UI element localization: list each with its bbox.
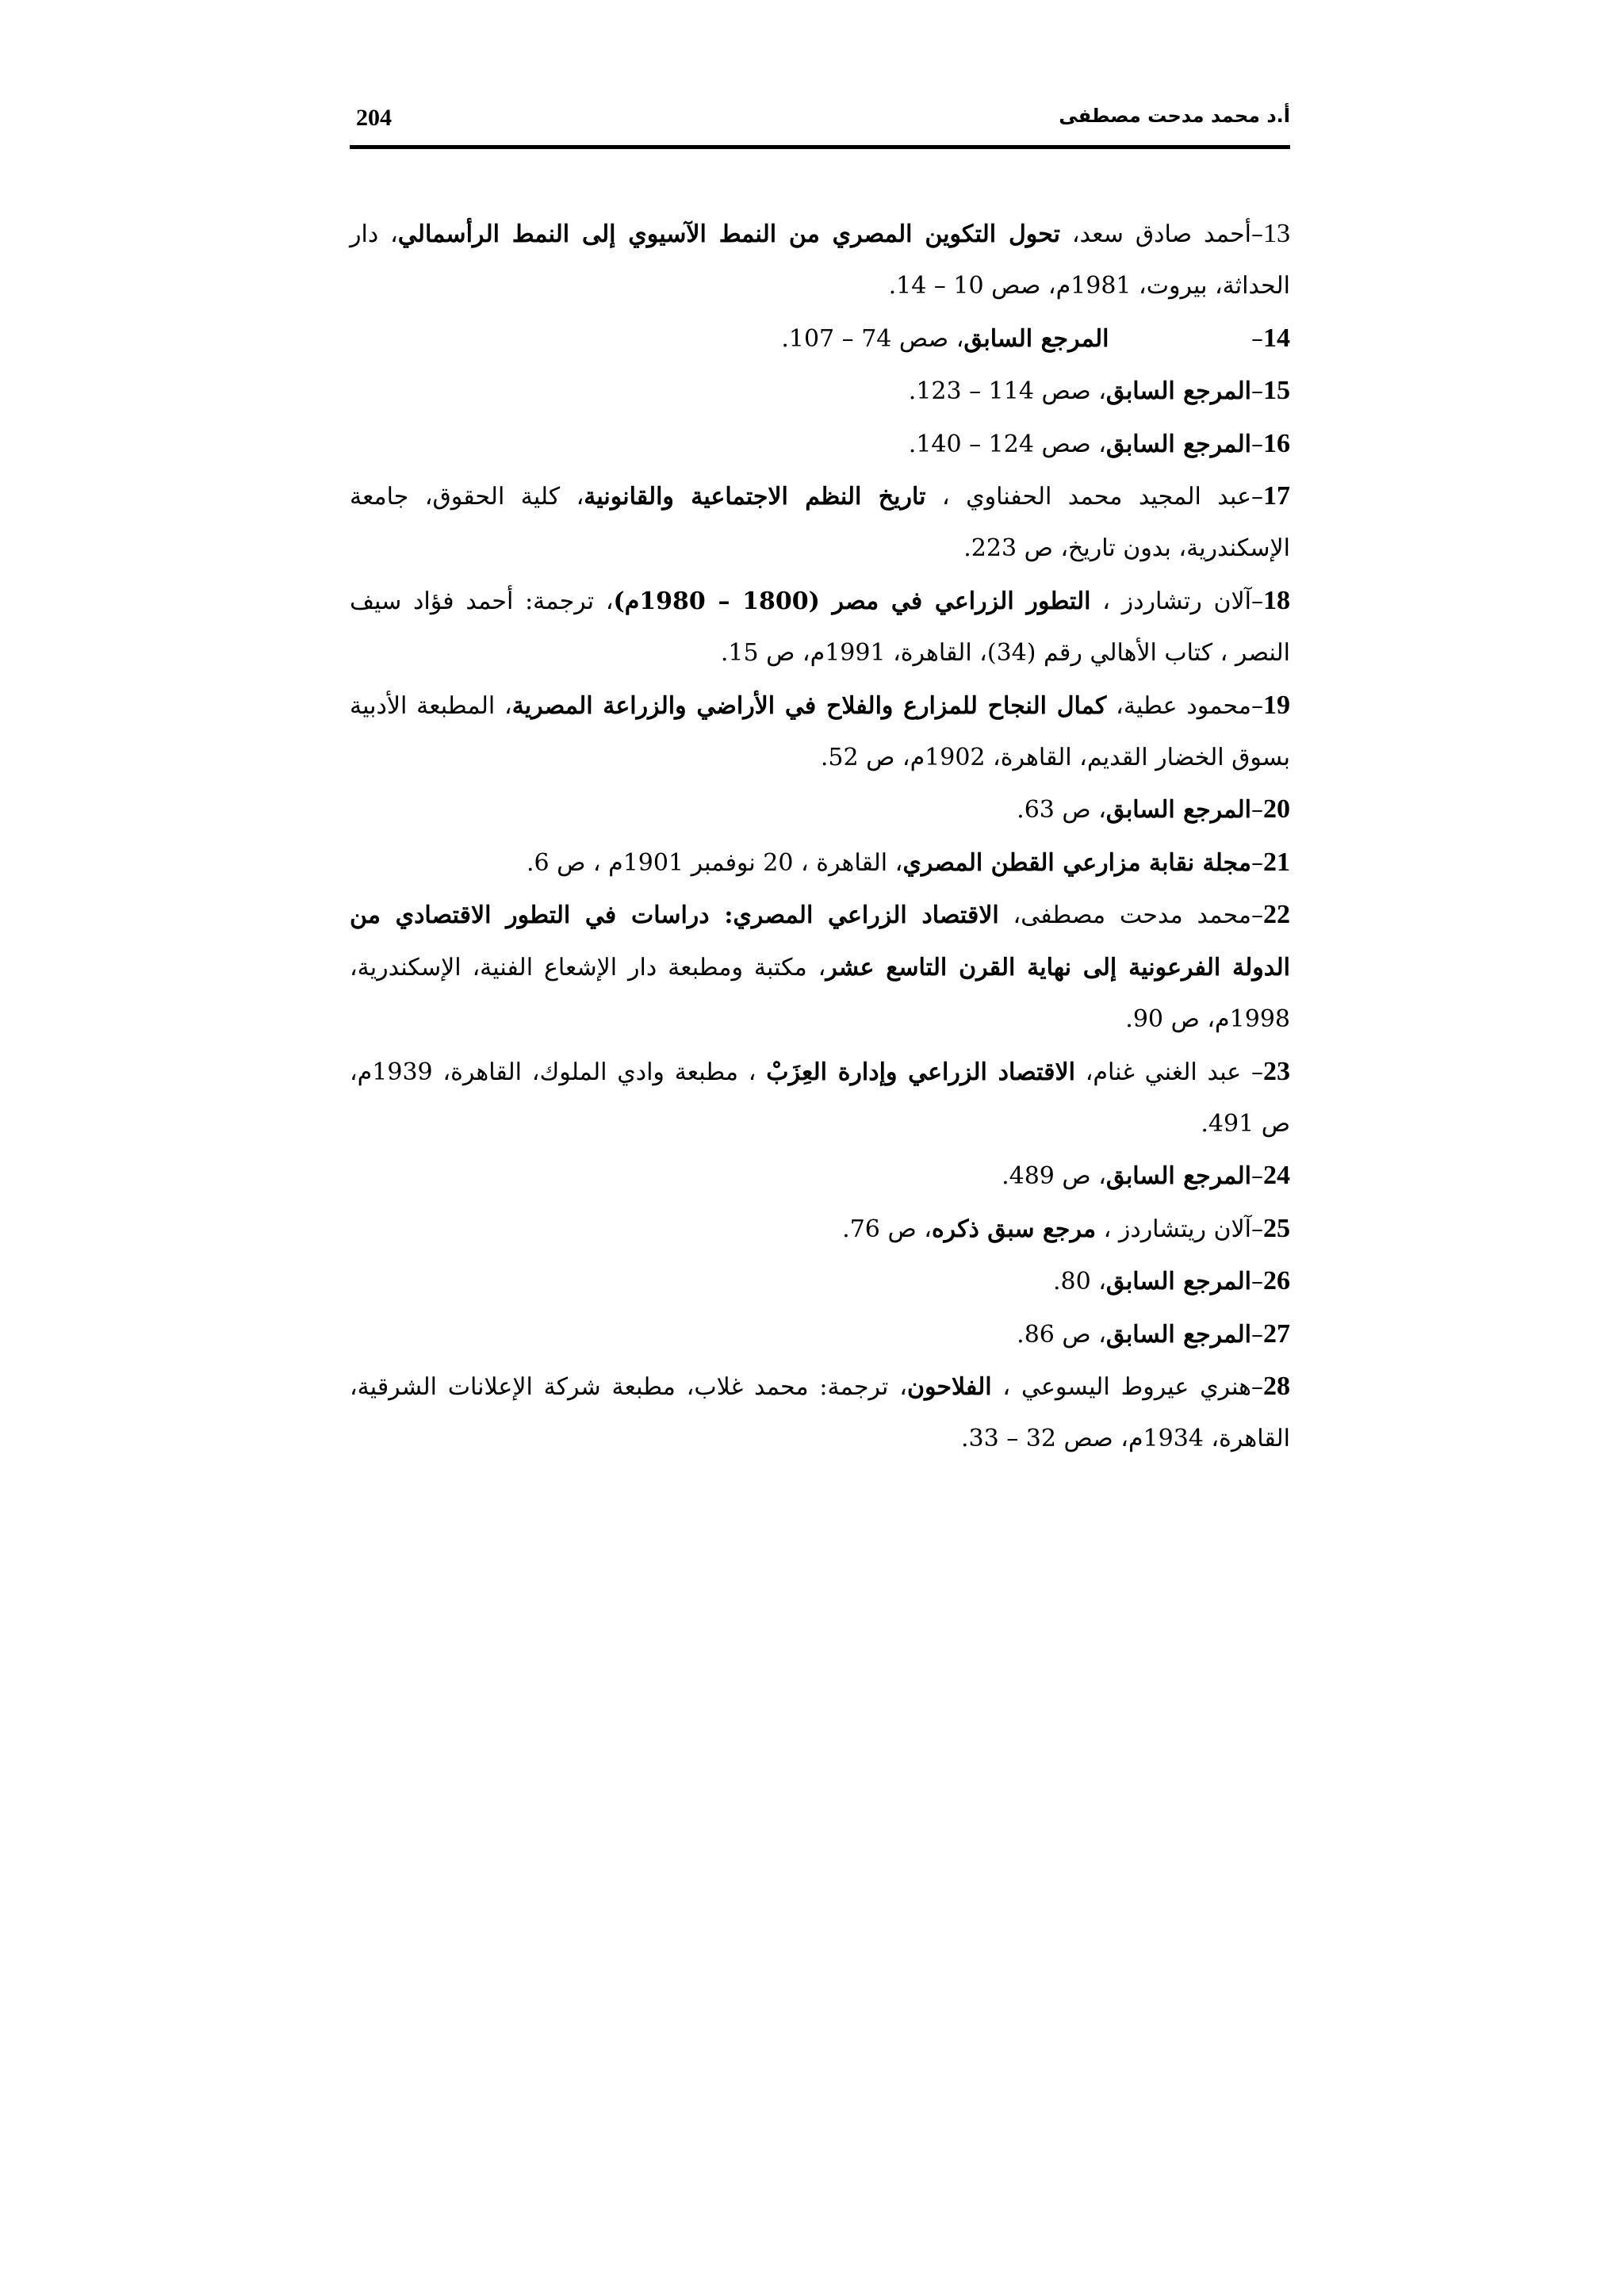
endnotes-list xyxy=(350,208,1290,1465)
note-text: – xyxy=(1251,1162,1263,1191)
endnote-25 xyxy=(350,1203,1290,1255)
note-title: مجلة نقابة مزارعي القطن المصري xyxy=(902,848,1251,877)
note-number: 15 xyxy=(1263,376,1290,406)
note-number: 22 xyxy=(1263,900,1290,930)
endnote-28 xyxy=(350,1360,1290,1465)
note-text: –عبد المجيد محمد الحفناوي ، xyxy=(925,483,1263,511)
note-number: 13 xyxy=(1263,219,1290,248)
note-number: 20 xyxy=(1263,794,1290,825)
note-title: المرجع السابق xyxy=(1105,1320,1251,1349)
note-text: ، 80. xyxy=(1052,1268,1106,1296)
note-text: ، القاهرة ، 20 نوفمبر 1901م ، ص 6. xyxy=(526,848,903,877)
endnote-26 xyxy=(350,1255,1290,1307)
endnote-21 xyxy=(350,836,1290,889)
header-rule xyxy=(350,145,1290,149)
note-text: ، صص 124 – 140. xyxy=(908,430,1106,458)
note-text: – xyxy=(1251,848,1263,877)
note-number: 24 xyxy=(1263,1161,1290,1191)
note-text: – xyxy=(1251,377,1263,406)
note-title: تاريخ النظم الاجتماعية والقانونية xyxy=(584,483,926,511)
endnote-23 xyxy=(350,1046,1290,1150)
note-text: ، ترجمة: محمد غلاب، مطبعة شركة الإعلانات الشرقية، القاهرة، 1934م، صص 32 – 33. xyxy=(350,1372,1290,1453)
note-title: المرجع السابق xyxy=(1105,1162,1251,1191)
note-number: 25 xyxy=(1263,1213,1290,1243)
note-title: المرجع السابق xyxy=(1105,796,1251,825)
endnote-18 xyxy=(350,575,1290,679)
note-title: تحول التكوين المصري من النمط الآسيوي إلى النمط الرأسمالي xyxy=(397,220,1060,248)
note-text: ، صص 74 – 107. xyxy=(781,324,964,353)
note-text: ، ص 63. xyxy=(1017,796,1106,825)
endnote-15 xyxy=(350,365,1290,417)
page-header xyxy=(350,101,1290,149)
endnote-27 xyxy=(350,1308,1290,1360)
note-title: المرجع السابق xyxy=(1105,430,1251,458)
note-number: 23 xyxy=(1262,1056,1290,1086)
note-number: 28 xyxy=(1263,1371,1290,1401)
note-text: ، المطبعة الأدبية بسوق الخضار القديم، القاهرة، 1902م، ص 52. xyxy=(350,691,1290,772)
note-number: 17 xyxy=(1263,481,1290,511)
note-text: ، ص 76. xyxy=(842,1215,932,1243)
note-title: المرجع السابق xyxy=(1105,1268,1251,1296)
note-text: –هنري عيروط اليسوعي ، xyxy=(991,1372,1263,1401)
endnote-17 xyxy=(350,470,1290,575)
endnote-22 xyxy=(350,889,1290,1045)
note-text: ، ص 86. xyxy=(1017,1320,1106,1349)
endnote-24 xyxy=(350,1150,1290,1202)
page-number: 204 xyxy=(356,105,392,131)
note-title: الاقتصاد الزراعي المصري: دراسات في التطور الاقتصادي من الدولة الفرعونية إلى نهاية القرن التاسع عشر xyxy=(350,901,1290,982)
note-text: ، دار الحداثة، بيروت، 1981م، صص 10 – 14. xyxy=(350,220,1290,300)
note-text: – xyxy=(1251,796,1263,825)
note-number: 26 xyxy=(1263,1266,1290,1296)
note-text: – xyxy=(1251,1268,1263,1296)
note-title: الفلاحون xyxy=(906,1372,992,1401)
endnote-20 xyxy=(350,783,1290,836)
note-text: ، ترجمة: أحمد فؤاد سيف النصر ، كتاب الأهالي رقم (34)، القاهرة، 1991م، ص 15. xyxy=(350,587,1290,668)
note-title: المرجع السابق xyxy=(1105,377,1251,406)
note-number: 19 xyxy=(1263,690,1290,720)
note-number: 18 xyxy=(1263,585,1291,615)
note-title: الاقتصاد الزراعي وإدارة العِزَبْ xyxy=(766,1058,1075,1086)
note-text: –آلان رتشاردز ، xyxy=(1090,587,1264,615)
note-title: كمال النجاح للمزارع والفلاح في الأراضي والزراعة المصرية xyxy=(511,691,1107,720)
note-text: –أحمد صادق سعد، xyxy=(1059,220,1263,248)
note-text: ، مطبعة وادي الملوك، القاهرة، 1939م، ص 491. xyxy=(350,1058,1290,1138)
note-number: 21 xyxy=(1263,847,1290,877)
note-text: – xyxy=(1243,324,1263,353)
note-text: – xyxy=(1251,1320,1263,1349)
note-number: 27 xyxy=(1263,1318,1290,1349)
note-text: –آلان ريتشاردز ، xyxy=(1096,1215,1263,1243)
note-number: 14 xyxy=(1263,323,1290,353)
endnote-16 xyxy=(350,418,1290,470)
endnote-14 xyxy=(350,312,1290,365)
note-text: –محمد مدحت مصطفى، xyxy=(998,901,1263,930)
note-text: ، مكتبة ومطبعة دار الإشعاع الفنية، الإسكندرية، 1998م، ص 90. xyxy=(350,953,1290,1034)
note-title: التطور الزراعي في مصر (1800 – 1980م) xyxy=(613,587,1091,615)
note-text: –محمود عطية، xyxy=(1106,691,1263,720)
note-text: ، صص 114 – 123. xyxy=(908,377,1106,406)
note-title: المرجع السابق xyxy=(963,324,1109,353)
note-text: ، ص 489. xyxy=(1002,1162,1106,1191)
running-head-author: أ.د محمد مدحت مصطفى xyxy=(1059,105,1290,127)
note-number: 16 xyxy=(1263,428,1290,458)
endnote-19 xyxy=(350,679,1290,784)
note-text: ، كلية الحقوق، جامعة الإسكندرية، بدون تاريخ، ص 223. xyxy=(350,483,1290,563)
note-text: – xyxy=(1251,430,1263,458)
note-text: – عبد الغني غنام، xyxy=(1074,1058,1263,1086)
note-title: مرجع سبق ذكره xyxy=(931,1215,1097,1243)
endnote-13 xyxy=(350,208,1290,312)
